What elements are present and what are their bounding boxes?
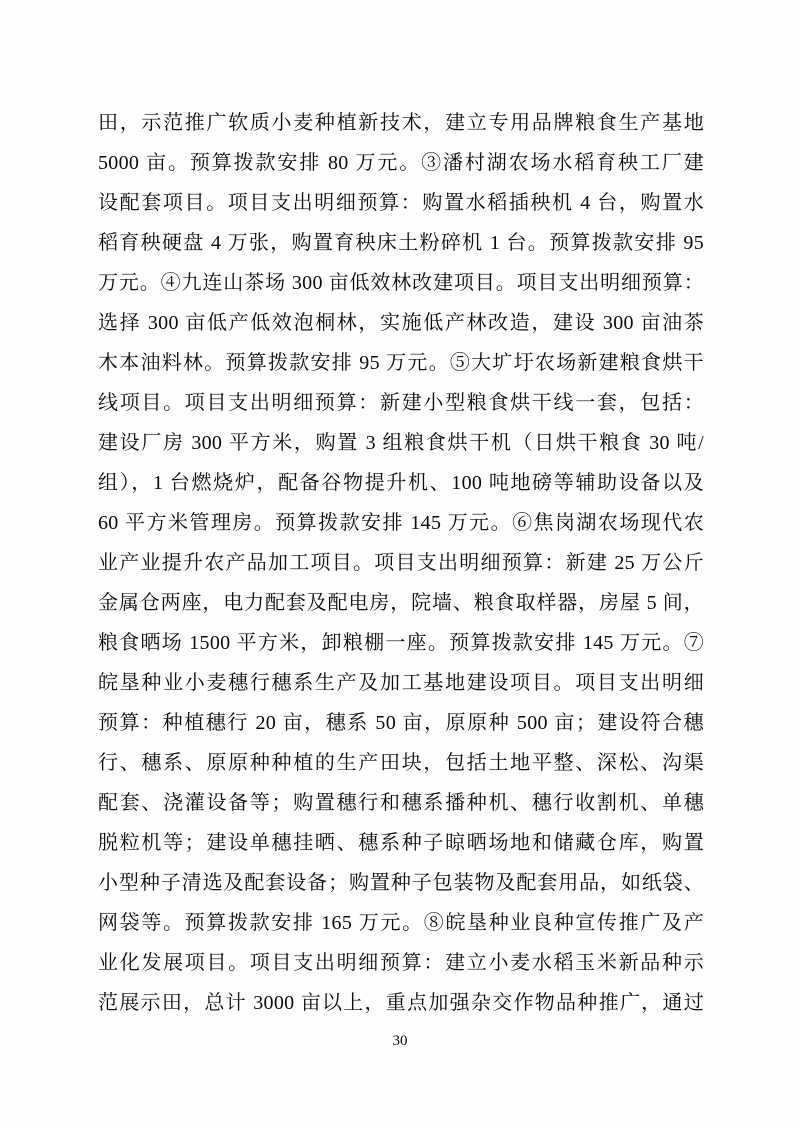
text-line: 网袋等。预算拨款安排 165 万元。⑧皖垦种业良种宣传推广及产	[98, 912, 704, 934]
text-line: 选择 300 亩低产低效泡桐林，实施低产林改造，建设 300 亩油茶	[98, 312, 704, 334]
text-line: 木本油料林。预算拨款安排 95 万元。⑤大圹圩农场新建粮食烘干	[98, 352, 704, 374]
body-text	[98, 103, 704, 1023]
text-line: 皖垦种业小麦穗行穗系生产及加工基地建设项目。项目支出明细	[98, 672, 704, 694]
text-line: 组），1 台燃烧炉，配备谷物提升机、100 吨地磅等辅助设备以及	[98, 472, 704, 494]
text-line: 5000 亩。预算拨款安排 80 万元。③潘村湖农场水稻育秧工厂建	[98, 152, 704, 174]
text-line: 设配套项目。项目支出明细预算：购置水稻插秧机 4 台，购置水	[98, 192, 704, 214]
text-line: 金属仓两座，电力配套及配电房，院墙、粮食取样器，房屋 5 间，	[98, 592, 704, 614]
text-line: 建设厂房 300 平方米，购置 3 组粮食烘干机（日烘干粮食 30 吨/	[98, 432, 704, 454]
text-line: 预算：种植穗行 20 亩，穗系 50 亩，原原种 500 亩；建设符合穗	[98, 712, 704, 734]
text-line: 田，示范推广软质小麦种植新技术，建立专用品牌粮食生产基地	[98, 112, 704, 134]
text-line: 线项目。项目支出明细预算：新建小型粮食烘干线一套，包括：	[98, 392, 704, 414]
text-line: 配套、浇灌设备等；购置穗行和穗系播种机、穗行收割机、单穗	[98, 792, 704, 814]
text-line: 业化发展项目。项目支出明细预算：建立小麦水稻玉米新品种示	[98, 952, 704, 974]
text-line: 业产业提升农产品加工项目。项目支出明细预算：新建 25 万公斤	[98, 552, 704, 574]
text-line: 60 平方米管理房。预算拨款安排 145 万元。⑥焦岗湖农场现代农	[98, 512, 704, 534]
text-line: 范展示田，总计 3000 亩以上，重点加强杂交作物品种推广，通过	[98, 992, 704, 1014]
text-line: 万元。④九连山茶场 300 亩低效林改建项目。项目支出明细预算：	[98, 272, 704, 294]
text-line: 稻育秧硬盘 4 万张，购置育秧床土粉碎机 1 台。预算拨款安排 95	[98, 232, 704, 254]
page-number: 30	[392, 1033, 408, 1049]
text-line: 脱粒机等；建设单穗挂晒、穗系种子晾晒场地和储藏仓库，购置	[98, 832, 704, 854]
text-line: 粮食晒场 1500 平方米，卸粮棚一座。预算拨款安排 145 万元。⑦	[98, 632, 704, 654]
text-line: 小型种子清选及配套设备；购置种子包装物及配套用品，如纸袋、	[98, 872, 704, 894]
text-line: 行、穗系、原原种种植的生产田块，包括土地平整、深松、沟渠	[98, 752, 704, 774]
